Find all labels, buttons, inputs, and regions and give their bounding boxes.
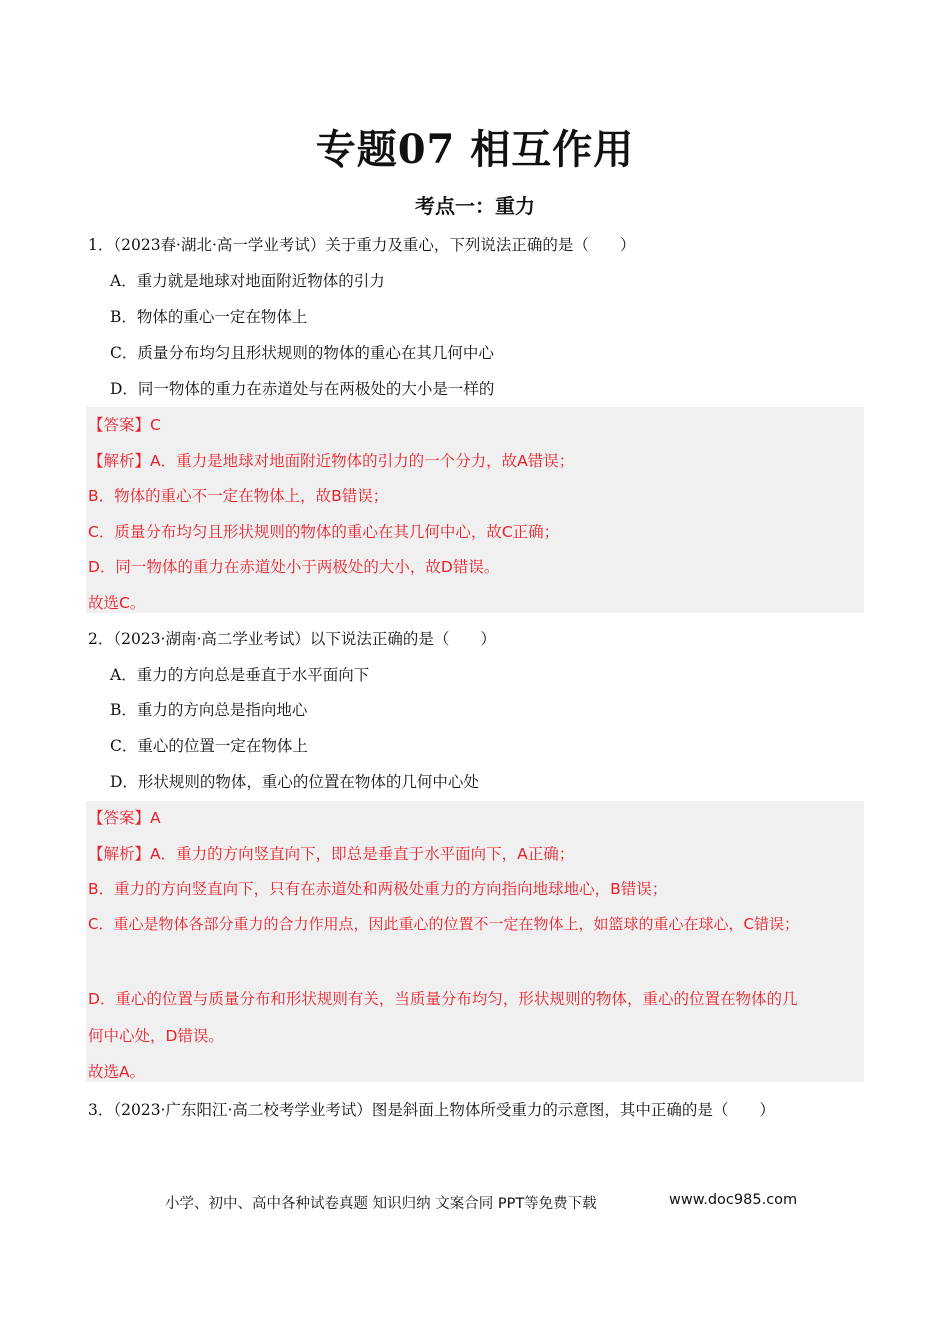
analysis-line: 【解析】A．重力是地球对地面附近物体的引力的一个分力，故A错误；	[88, 452, 575, 470]
analysis-line: 故选A。	[88, 1063, 146, 1081]
answer-text: 【答案】C	[88, 416, 161, 434]
question-stem: 2．（2023·湖南·高二学业考试）以下说法正确的是（ ）	[88, 630, 496, 648]
section-title: 考点一：重力	[415, 194, 535, 218]
analysis-line: D．同一物体的重力在赤道处小于两极处的大小，故D错误。	[88, 558, 500, 576]
option-a: A．重力的方向总是垂直于水平面向下	[110, 666, 370, 684]
analysis-line: 何中心处，D错误。	[88, 1027, 224, 1045]
footer-link[interactable]: www.doc985.com	[669, 1192, 798, 1208]
page-title: 专题07 相互作用	[315, 126, 635, 173]
option-c: C．重心的位置一定在物体上	[110, 737, 308, 755]
analysis-line: D．重心的位置与质量分布和形状规则有关，当质量分布均匀，形状规则的物体，重心的位置在物体的几	[88, 990, 798, 1008]
answer-text: 【答案】A	[88, 809, 161, 827]
analysis-line: B．重力的方向竖直向下，只有在赤道处和两极处重力的方向指向地球地心，B错误；	[88, 880, 668, 898]
analysis-line: C．质量分布均匀且形状规则的物体的重心在其几何中心，故C正确；	[88, 523, 560, 541]
option-b: B．重力的方向总是指向地心	[110, 701, 308, 719]
analysis-line: B．物体的重心不一定在物体上，故B错误；	[88, 487, 389, 505]
question-stem: 3．（2023·广东阳江·高二校考学业考试）图是斜面上物体所受重力的示意图，其中正确的是（ ）	[88, 1101, 775, 1119]
option-d: D．形状规则的物体，重心的位置在物体的几何中心处	[110, 773, 479, 791]
option-d: D．同一物体的重力在赤道处与在两极处的大小是一样的	[110, 380, 495, 398]
analysis-line: C．重心是物体各部分重力的合力作用点，因此重心的位置不一定在物体上，如篮球的重心在球心，C错误；	[88, 915, 799, 933]
analysis-line: 【解析】A．重力的方向竖直向下，即总是垂直于水平面向下，A正确；	[88, 845, 575, 863]
footer-text: 小学、初中、高中各种试卷真题 知识归纳 文案合同 PPT等免费下载	[165, 1196, 597, 1212]
option-a: A．重力就是地球对地面附近物体的引力	[110, 272, 385, 290]
option-c: C．质量分布均匀且形状规则的物体的重心在其几何中心	[110, 344, 494, 362]
option-b: B．物体的重心一定在物体上	[110, 308, 308, 326]
question-stem: 1．（2023春·湖北·高一学业考试）关于重力及重心，下列说法正确的是（ ）	[88, 236, 636, 254]
analysis-line: 故选C。	[88, 594, 146, 612]
answer-box	[86, 407, 864, 613]
